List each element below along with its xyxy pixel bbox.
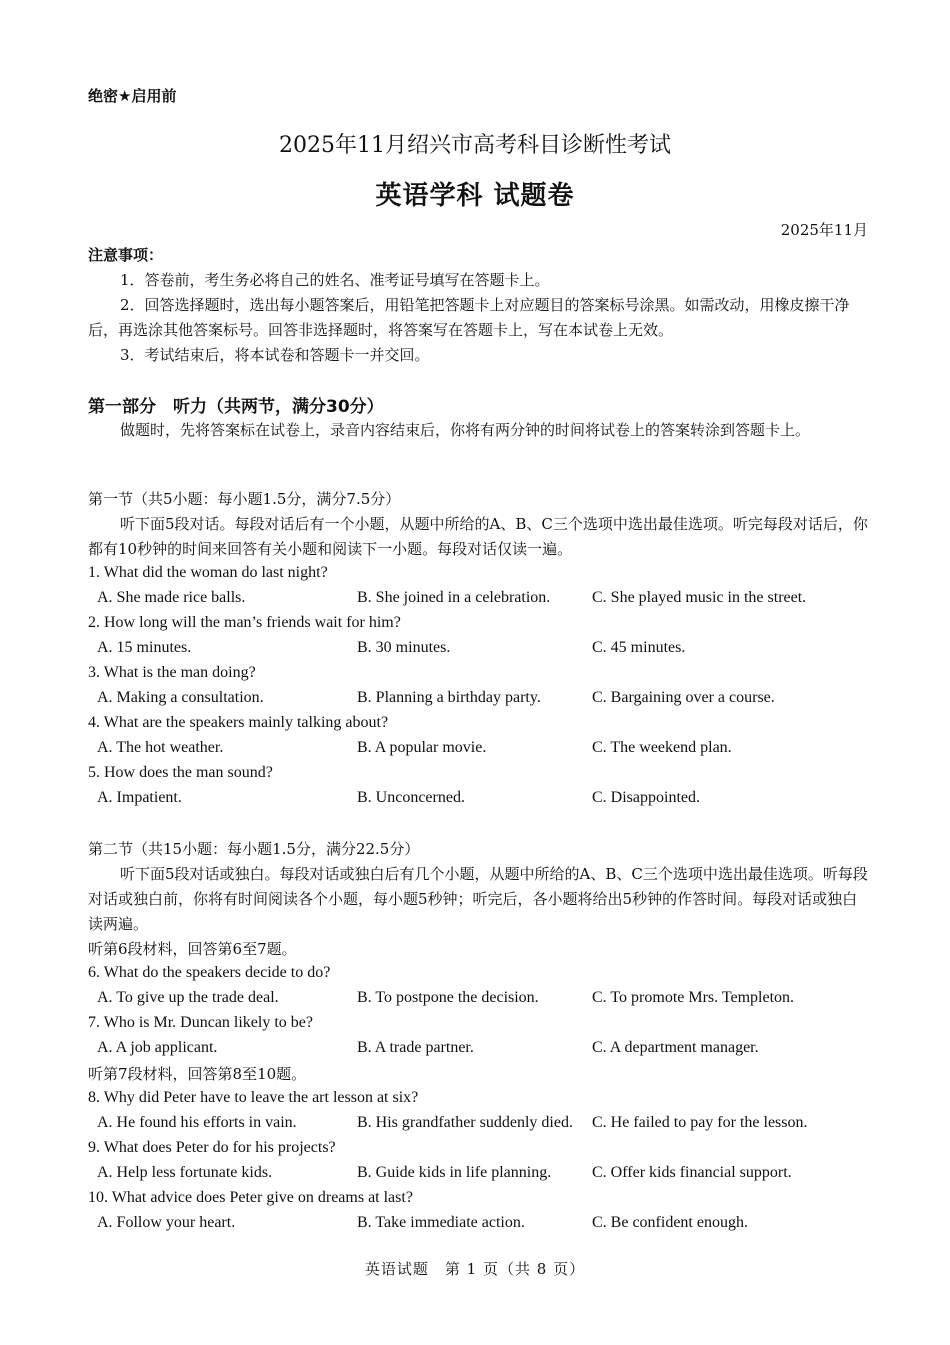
- option-1b: B. She joined in a celebration.: [357, 589, 551, 606]
- section2-intro: 听下面5段对话或独白。每段对话或独白后有几个小题，从题中所给的A、B、C三个选项中选出最佳选项。听每段对话或独白前，你将有时间阅读各个小题，每小题5秒钟；听完后，各小题将给出5秒钟的作答时间。每段对话或独白读两遍。: [88, 865, 868, 933]
- question-3: 3. What is the man doing?: [88, 664, 256, 681]
- option-10b: B. Take immediate action.: [357, 1214, 525, 1231]
- option-9b: B. Guide kids in life planning.: [357, 1164, 552, 1181]
- material-6-instruction: 听第6段材料，回答第6至7题。: [88, 940, 297, 958]
- question-9: 9. What does Peter do for his projects?: [88, 1139, 336, 1156]
- question-10: 10. What advice does Peter give on dreams at last?: [88, 1189, 413, 1206]
- option-7c: C. A department manager.: [592, 1039, 759, 1056]
- note-item-3: 3．考试结束后，将本试卷和答题卡一并交回。: [120, 346, 430, 364]
- option-7b: B. A trade partner.: [357, 1039, 474, 1056]
- question-1: 1. What did the woman do last night?: [88, 564, 328, 581]
- question-7: 7. Who is Mr. Duncan likely to be?: [88, 1014, 313, 1031]
- part1-heading: 第一部分 听力（共两节，满分30分）: [88, 397, 384, 417]
- exam-subtitle: 英语学科 试题卷: [375, 181, 575, 211]
- option-2b: B. 30 minutes.: [357, 639, 451, 656]
- exam-date: 2025年11月: [780, 221, 868, 239]
- option-9c: C. Offer kids financial support.: [592, 1164, 792, 1181]
- note-item-1: 1．答卷前，考生务必将自己的姓名、准考证号填写在答题卡上。: [120, 271, 550, 289]
- question-8: 8. Why did Peter have to leave the art lesson at six?: [88, 1089, 419, 1106]
- option-4c: C. The weekend plan.: [592, 739, 732, 756]
- question-4: 4. What are the speakers mainly talking about?: [88, 714, 389, 731]
- option-6b: B. To postpone the decision.: [357, 989, 539, 1006]
- option-8b: B. His grandfather suddenly died.: [357, 1114, 573, 1131]
- option-3c: C. Bargaining over a course.: [592, 689, 775, 706]
- option-6c: C. To promote Mrs. Templeton.: [592, 989, 795, 1006]
- material-7-instruction: 听第7段材料，回答第8至10题。: [88, 1065, 307, 1083]
- option-5a: A. Impatient.: [97, 789, 182, 806]
- option-8a: A. He found his efforts in vain.: [97, 1114, 297, 1131]
- option-6a: A. To give up the trade deal.: [97, 989, 279, 1006]
- option-9a: A. Help less fortunate kids.: [97, 1164, 273, 1181]
- notes-heading: 注意事项：: [88, 246, 164, 264]
- option-10c: C. Be confident enough.: [592, 1214, 748, 1231]
- option-4a: A. The hot weather.: [97, 739, 224, 756]
- question-2: 2. How long will the man’s friends wait for him?: [88, 614, 401, 631]
- option-3b: B. Planning a birthday party.: [357, 689, 541, 706]
- section1-heading: 第一节（共5小题：每小题1.5分，满分7.5分）: [88, 490, 401, 508]
- option-1c: C. She played music in the street.: [592, 589, 807, 606]
- question-5: 5. How does the man sound?: [88, 764, 273, 781]
- option-5c: C. Disappointed.: [592, 789, 700, 806]
- option-8c: C. He failed to pay for the lesson.: [592, 1114, 808, 1131]
- option-5b: B. Unconcerned.: [357, 789, 465, 806]
- option-3a: A. Making a consultation.: [97, 689, 264, 706]
- page-footer: 英语试题 第 1 页（共 8 页）: [364, 1260, 586, 1278]
- option-2c: C. 45 minutes.: [592, 639, 686, 656]
- confidential-label: 绝密★启用前: [88, 87, 177, 105]
- option-10a: A. Follow your heart.: [97, 1214, 236, 1231]
- question-6: 6. What do the speakers decide to do?: [88, 964, 331, 981]
- option-1a: A. She made rice balls.: [97, 589, 246, 606]
- option-7a: A. A job applicant.: [97, 1039, 218, 1056]
- section1-intro: 听下面5段对话。每段对话后有一个小题，从题中所给的A、B、C三个选项中选出最佳选项。听完每段对话后，你都有10秒钟的时间来回答有关小题和阅读下一小题。每段对话仅读一遍。: [88, 515, 868, 558]
- note-item-2: 2．回答选择题时，选出每小题答案后，用铅笔把答题卡上对应题目的答案标号涂黑。如需改动，用橡皮擦干净后，再选涂其他答案标号。回答非选择题时，将答案写在答题卡上，写在本试卷上无效。: [88, 296, 850, 339]
- option-2a: A. 15 minutes.: [97, 639, 192, 656]
- part1-intro: 做题时，先将答案标在试卷上，录音内容结束后，你将有两分钟的时间将试卷上的答案转涂到答题卡上。: [120, 421, 811, 439]
- option-4b: B. A popular movie.: [357, 739, 487, 756]
- exam-title: 2025年11月绍兴市高考科目诊断性考试: [279, 133, 671, 158]
- section2-heading: 第二节（共15小题：每小题1.5分，满分22.5分）: [88, 840, 420, 858]
